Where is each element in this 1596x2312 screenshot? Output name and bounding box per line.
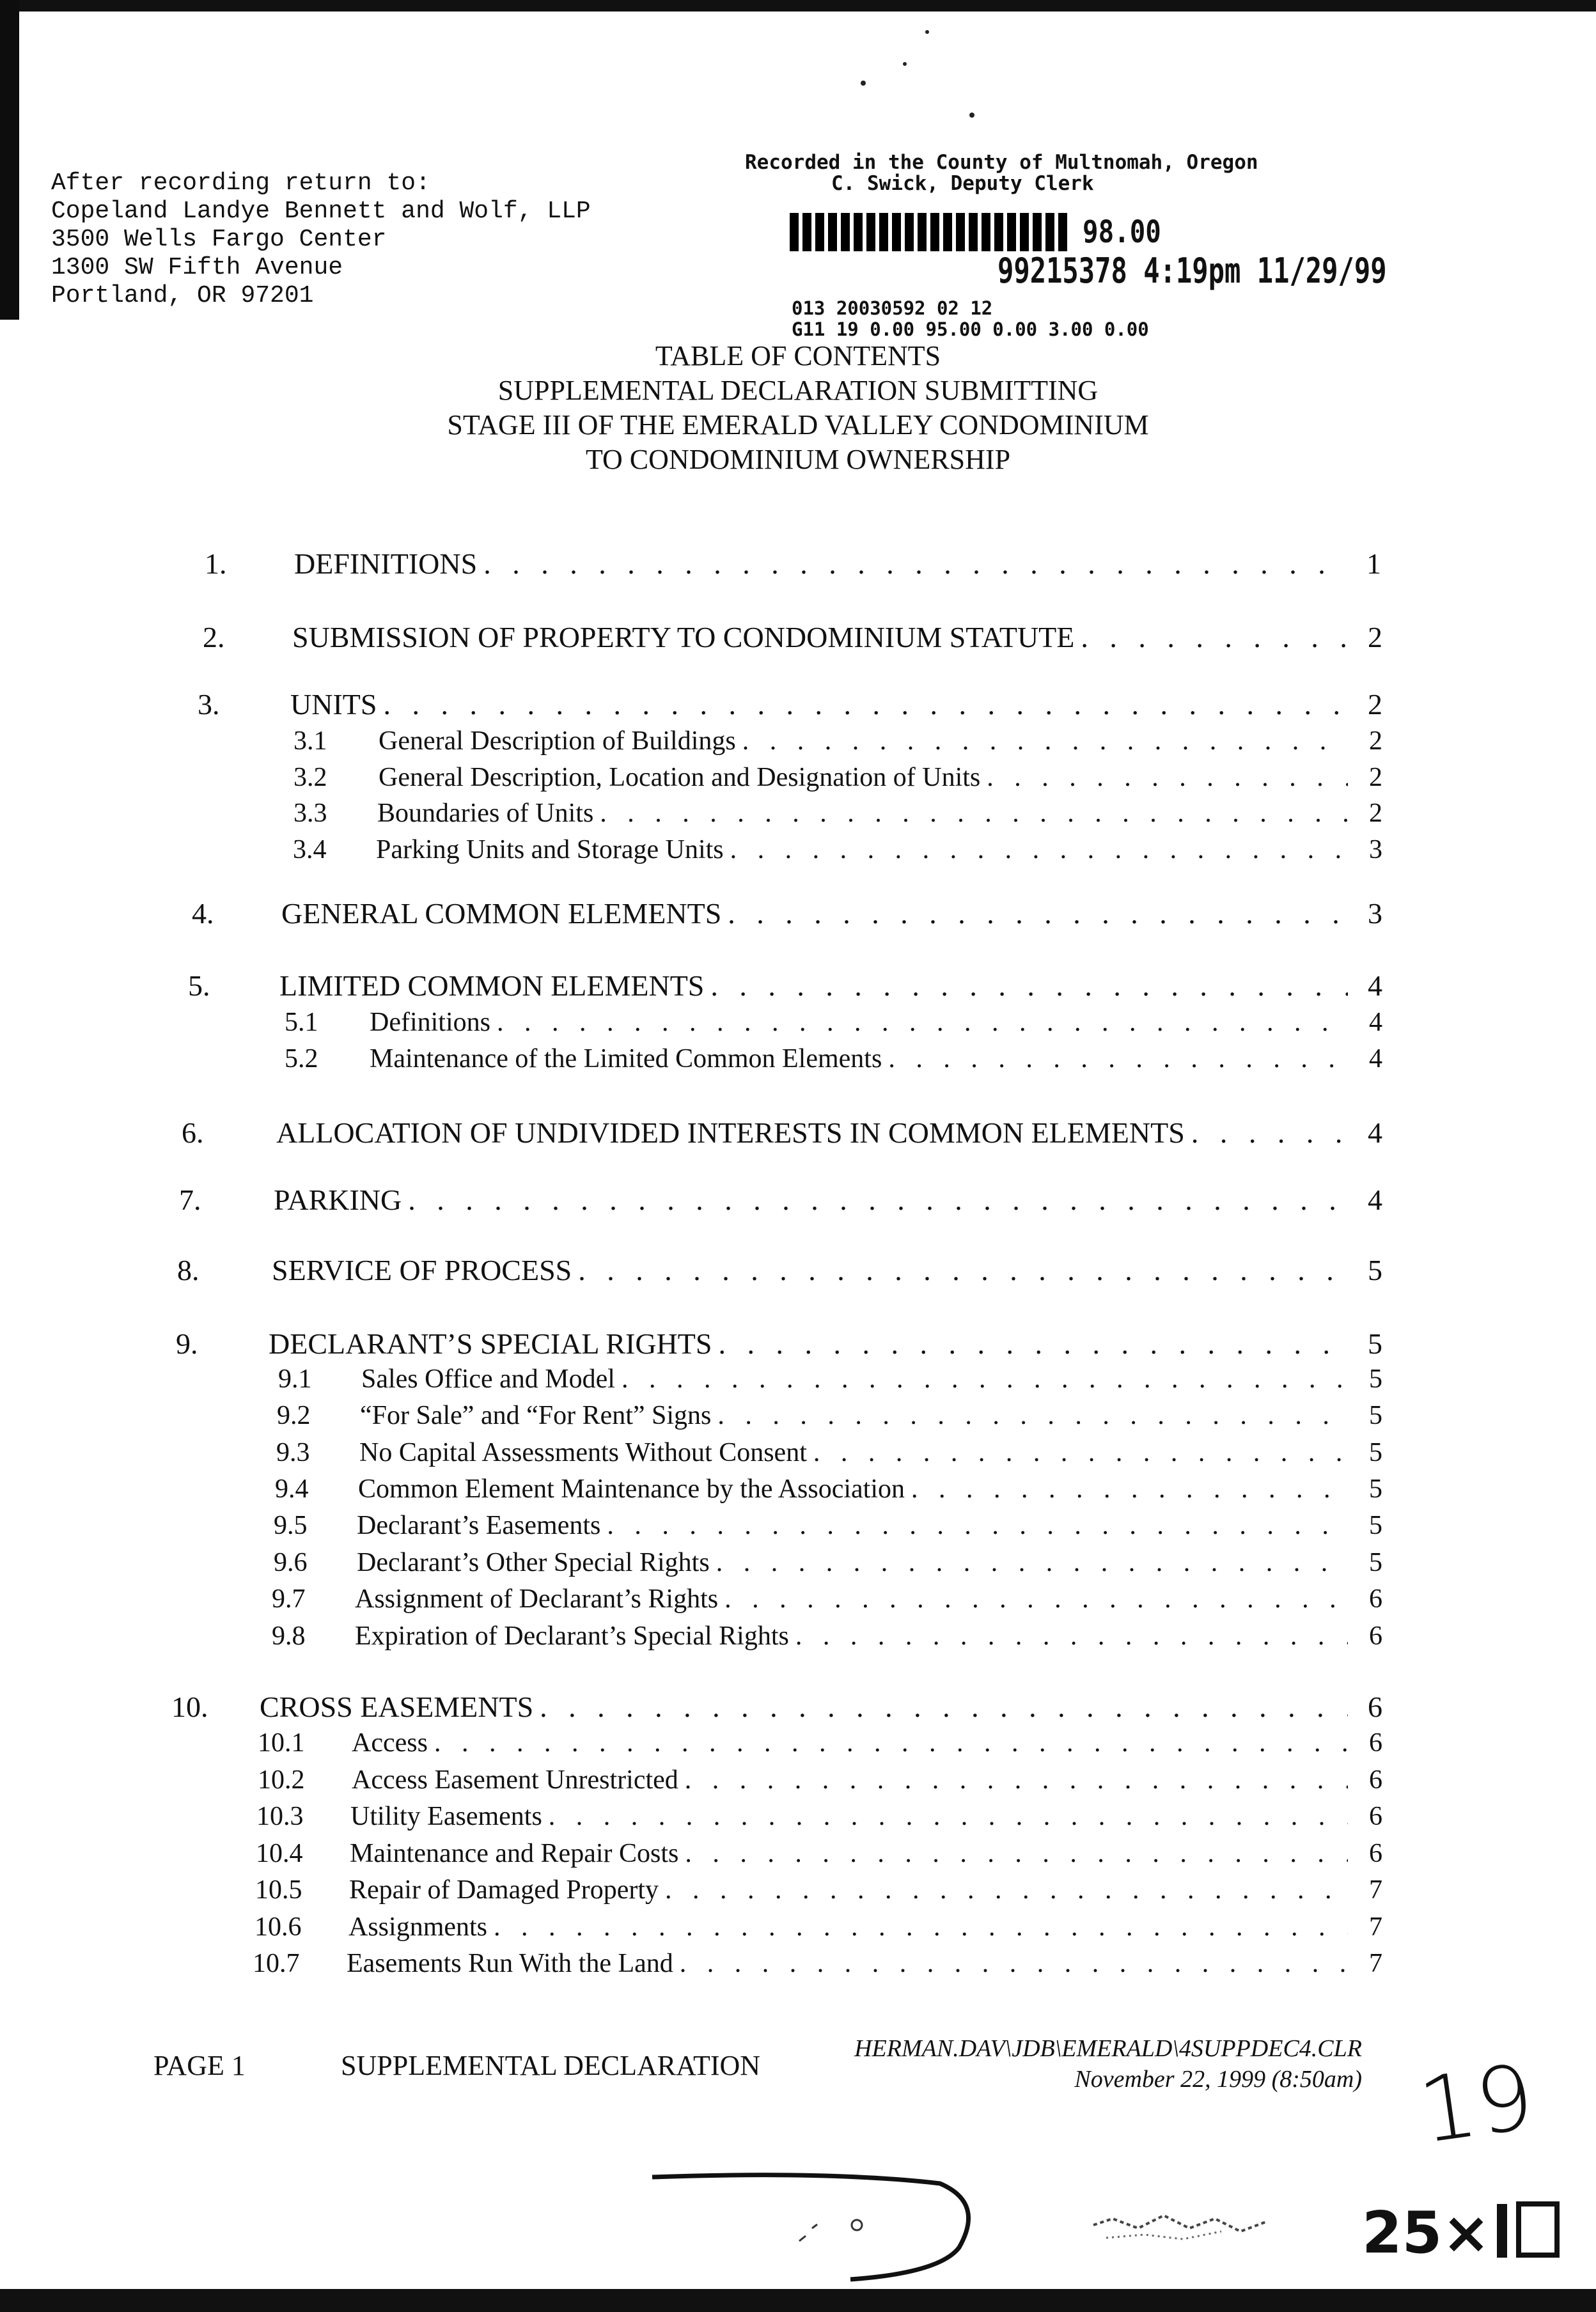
dot-leader bbox=[578, 1253, 1348, 1287]
dot-leader bbox=[716, 1547, 1348, 1578]
dot-leader bbox=[742, 726, 1348, 756]
title-line: TABLE OF CONTENTS bbox=[655, 340, 941, 371]
dot-leader bbox=[795, 1621, 1348, 1652]
toc-entry-number: 3. bbox=[198, 688, 220, 721]
recording-county: Recorded in the County of Multnomah, Oregon bbox=[745, 151, 1258, 174]
toc-entry-number: 5.2 bbox=[285, 1044, 318, 1074]
toc-subentry bbox=[276, 1437, 1382, 1468]
recording-code-line: G11 19 0.00 95.00 0.00 3.00 0.00 bbox=[792, 318, 1149, 340]
toc-entry-number: 10.5 bbox=[255, 1875, 302, 1905]
title-line: TO CONDOMINIUM OWNERSHIP bbox=[585, 444, 1011, 475]
handwritten-page-number: 19 bbox=[1412, 2045, 1540, 2164]
toc-entry-title: DEFINITIONS bbox=[294, 547, 478, 580]
toc-entry-number: 10. bbox=[171, 1691, 208, 1723]
footer-file-date: November 22, 1999 (8:50am) bbox=[1074, 2066, 1362, 2093]
toc-entry-number: 3.3 bbox=[293, 799, 327, 828]
toc-entry-page: 2 bbox=[1368, 688, 1382, 721]
toc-entry-page: 6 bbox=[1369, 1839, 1382, 1868]
dot-leader bbox=[724, 1584, 1348, 1614]
dot-leader bbox=[888, 1043, 1348, 1074]
toc-entry-title: ALLOCATION OF UNDIVIDED INTERESTS IN COMMON ELEMENTS bbox=[276, 1116, 1185, 1149]
dot-leader bbox=[710, 969, 1348, 1003]
toc-entry-title: Maintenance and Repair Costs bbox=[350, 1839, 679, 1868]
toc-entry-title: LIMITED COMMON ELEMENTS bbox=[279, 969, 705, 1002]
return-address-heading: After recording return to: bbox=[51, 169, 430, 197]
dot-leader bbox=[434, 1728, 1348, 1758]
toc-subentry bbox=[272, 1621, 1382, 1652]
toc-entry-number: 10.2 bbox=[258, 1765, 305, 1795]
scan-artifact-curve bbox=[639, 2164, 997, 2286]
toc-entry-title: Access bbox=[352, 1728, 428, 1758]
toc-entry-number: 9.7 bbox=[272, 1584, 306, 1614]
toc-entry-number: 10.7 bbox=[253, 1949, 300, 1978]
toc-entry-title: Utility Easements bbox=[350, 1802, 542, 1831]
toc-entry-number: 10.4 bbox=[256, 1839, 303, 1868]
dot-leader bbox=[1081, 620, 1348, 654]
toc-entry-number: 2. bbox=[203, 621, 225, 653]
toc-entry bbox=[176, 1327, 1382, 1361]
toc-entry-number: 9.5 bbox=[274, 1511, 308, 1540]
toc-entry-page: 6 bbox=[1369, 1765, 1382, 1795]
handwritten-scale-text: 25× bbox=[1362, 2199, 1490, 2267]
return-address-line: 3500 Wells Fargo Center bbox=[51, 226, 387, 253]
toc-entry bbox=[171, 1690, 1382, 1724]
toc-entry-page: 5 bbox=[1368, 1254, 1382, 1286]
toc-entry bbox=[182, 1116, 1382, 1150]
dot-leader bbox=[685, 1765, 1348, 1795]
toc-entry-page: 5 bbox=[1369, 1511, 1382, 1540]
toc-entry bbox=[203, 620, 1382, 654]
toc-entry-page: 2 bbox=[1369, 799, 1382, 828]
toc-subentry bbox=[293, 834, 1382, 865]
toc-entry-page: 6 bbox=[1369, 1728, 1382, 1758]
dot-leader bbox=[911, 1474, 1348, 1504]
toc-subentry bbox=[258, 1765, 1382, 1795]
toc-entry-number: 9.3 bbox=[276, 1438, 310, 1467]
toc-subentry bbox=[293, 762, 1382, 793]
footer-file-info bbox=[812, 2033, 1362, 2095]
toc-entry-number: 3.1 bbox=[293, 726, 327, 756]
toc-entry-title: “For Sale” and “For Rent” Signs bbox=[360, 1401, 712, 1430]
toc-entry-page: 5 bbox=[1369, 1438, 1382, 1467]
dot-leader bbox=[408, 1183, 1348, 1217]
recording-clerk: C. Swick, Deputy Clerk bbox=[831, 172, 1094, 195]
toc-entry bbox=[198, 687, 1382, 721]
toc-entry-title: Sales Office and Model bbox=[361, 1364, 615, 1394]
toc-entry-title: Easements Run With the Land bbox=[347, 1949, 673, 1978]
toc-entry-number: 4. bbox=[192, 897, 214, 930]
toc-subentry bbox=[254, 1912, 1382, 1942]
toc-entry-title: Repair of Damaged Property bbox=[349, 1875, 659, 1905]
toc-entry bbox=[192, 896, 1382, 930]
toc-entry-title: DECLARANT’S SPECIAL RIGHTS bbox=[269, 1327, 712, 1360]
toc-entry-title: Maintenance of the Limited Common Elements bbox=[370, 1044, 882, 1074]
toc-entry-page: 4 bbox=[1368, 1183, 1382, 1216]
toc-entry-title: CROSS EASEMENTS bbox=[260, 1691, 534, 1723]
dot-leader bbox=[607, 1510, 1348, 1541]
dot-leader bbox=[383, 687, 1348, 721]
toc-subentry bbox=[285, 1043, 1382, 1074]
dot-leader bbox=[685, 1838, 1348, 1869]
toc-entry-title: Definitions bbox=[370, 1008, 490, 1037]
toc-entry-title: Common Element Maintenance by the Association bbox=[358, 1474, 905, 1504]
dot-leader bbox=[494, 1912, 1348, 1942]
toc-entry-title: General Description, Location and Designation of Units bbox=[379, 763, 981, 792]
recording-document-number: 99215378 4:19pm 11/29/99 bbox=[997, 251, 1387, 291]
toc-entry-page: 2 bbox=[1369, 726, 1382, 756]
toc-subentry bbox=[274, 1510, 1382, 1541]
toc-entry-title: Declarant’s Easements bbox=[357, 1511, 601, 1540]
toc-entry-page: 7 bbox=[1369, 1949, 1382, 1978]
toc-entry-page: 4 bbox=[1369, 1044, 1382, 1074]
dot-leader bbox=[730, 834, 1348, 865]
dot-leader bbox=[813, 1437, 1348, 1468]
toc-entry-number: 10.1 bbox=[258, 1728, 305, 1758]
toc-entry-page: 4 bbox=[1368, 969, 1382, 1002]
toc-entry-page: 3 bbox=[1369, 835, 1382, 864]
toc-subentry bbox=[272, 1584, 1382, 1614]
handwritten-square-mark bbox=[1516, 2201, 1560, 2258]
toc-entry-title: Assignments bbox=[348, 1912, 488, 1942]
dot-leader bbox=[549, 1801, 1348, 1832]
toc-entry-number: 9.6 bbox=[274, 1548, 308, 1577]
scan-artifact-noise bbox=[1087, 2199, 1317, 2251]
toc-subentry bbox=[278, 1364, 1382, 1394]
toc-entry-page: 6 bbox=[1369, 1621, 1382, 1651]
toc-entry-number: 1. bbox=[205, 547, 227, 580]
toc-entry-title: Parking Units and Storage Units bbox=[376, 835, 724, 864]
toc-entry-page: 4 bbox=[1368, 1116, 1382, 1149]
title-line: SUPPLEMENTAL DECLARATION SUBMITTING bbox=[497, 375, 1099, 406]
scan-artifact-dots bbox=[844, 19, 1036, 147]
toc-entry-title: SERVICE OF PROCESS bbox=[272, 1254, 572, 1286]
dot-leader bbox=[497, 1007, 1348, 1038]
toc-entry-page: 5 bbox=[1369, 1474, 1382, 1504]
toc-entry-title: No Capital Assessments Without Consent bbox=[359, 1438, 807, 1467]
dot-leader bbox=[483, 547, 1347, 581]
dot-leader bbox=[665, 1875, 1348, 1905]
toc-entry-page: 5 bbox=[1369, 1364, 1382, 1394]
toc-subentry bbox=[256, 1838, 1382, 1869]
handwritten-box-mark bbox=[1497, 2204, 1507, 2258]
title-line: STAGE III OF THE EMERALD VALLEY CONDOMINIUM bbox=[447, 409, 1149, 441]
toc-entry-number: 10.3 bbox=[256, 1802, 304, 1831]
toc-entry-title: PARKING bbox=[274, 1183, 402, 1216]
dot-leader bbox=[728, 896, 1348, 930]
toc-subentry bbox=[293, 726, 1382, 756]
return-address-line: Portland, OR 97201 bbox=[51, 282, 314, 309]
toc-entry-title: Assignment of Declarant’s Rights bbox=[355, 1584, 719, 1614]
toc-entry-title: General Description of Buildings bbox=[379, 726, 736, 756]
toc-entry-page: 2 bbox=[1368, 621, 1382, 653]
toc-entry-number: 9.2 bbox=[277, 1401, 311, 1430]
recording-code-line: 013 20030592 02 12 bbox=[792, 297, 993, 319]
toc-entry-page: 7 bbox=[1369, 1912, 1382, 1942]
toc-entry-number: 3.4 bbox=[293, 835, 327, 864]
footer-document-title: SUPPLEMENTAL DECLARATION bbox=[341, 2050, 761, 2081]
dot-leader bbox=[718, 1327, 1348, 1361]
toc-entry-page: 6 bbox=[1369, 1802, 1382, 1831]
toc-entry bbox=[188, 969, 1382, 1003]
toc-entry-title: Access Easement Unrestricted bbox=[352, 1765, 678, 1795]
toc-entry-number: 10.6 bbox=[254, 1912, 302, 1942]
toc-entry-title: SUBMISSION OF PROPERTY TO CONDOMINIUM STATUTE bbox=[292, 621, 1075, 653]
toc-entry-number: 9.4 bbox=[275, 1474, 309, 1504]
toc-entry-number: 3.2 bbox=[293, 763, 327, 792]
dot-leader bbox=[680, 1948, 1348, 1979]
toc-entry-number: 6. bbox=[182, 1116, 204, 1149]
toc-entry-number: 8. bbox=[177, 1254, 199, 1286]
toc-entry-title: Boundaries of Units bbox=[377, 799, 594, 828]
toc-entry-title: UNITS bbox=[290, 688, 377, 721]
toc-entry-page: 6 bbox=[1369, 1584, 1382, 1614]
dot-leader bbox=[540, 1690, 1348, 1724]
recording-amount: 98.00 bbox=[1083, 214, 1161, 250]
toc-entry-page: 6 bbox=[1368, 1691, 1382, 1723]
return-address-line: 1300 SW Fifth Avenue bbox=[51, 254, 343, 281]
toc-subentry bbox=[277, 1400, 1382, 1431]
footer-file-path: HERMAN.DAV\JDB\EMERALD\4SUPPDEC4.CLR bbox=[854, 2035, 1362, 2062]
toc-subentry bbox=[274, 1547, 1382, 1578]
toc-subentry bbox=[285, 1007, 1382, 1038]
handwritten-scale-note bbox=[1362, 2199, 1560, 2267]
dot-leader bbox=[987, 762, 1348, 793]
toc-entry-page: 5 bbox=[1369, 1401, 1382, 1430]
toc-entry-title: Expiration of Declarant’s Special Rights bbox=[355, 1621, 789, 1651]
toc-entry-title: Declarant’s Other Special Rights bbox=[357, 1548, 710, 1577]
toc-subentry bbox=[275, 1474, 1382, 1504]
toc-subentry bbox=[253, 1948, 1382, 1979]
toc-entry-page: 4 bbox=[1369, 1008, 1382, 1037]
return-address-line: Copeland Landye Bennett and Wolf, LLP bbox=[51, 198, 591, 225]
dot-leader bbox=[1191, 1116, 1348, 1150]
toc-subentry bbox=[258, 1728, 1382, 1758]
toc-entry-title: GENERAL COMMON ELEMENTS bbox=[281, 897, 722, 930]
dot-leader bbox=[717, 1400, 1348, 1431]
toc-entry-page: 7 bbox=[1369, 1875, 1382, 1905]
toc-entry-page: 2 bbox=[1369, 763, 1382, 792]
toc-entry-number: 7. bbox=[179, 1183, 201, 1216]
toc-subentry bbox=[293, 798, 1382, 829]
toc-entry-page: 3 bbox=[1368, 897, 1382, 930]
toc-subentry bbox=[255, 1875, 1382, 1905]
toc-entry-number: 9. bbox=[176, 1327, 198, 1360]
toc-entry bbox=[179, 1183, 1382, 1217]
toc-entry-page: 5 bbox=[1368, 1327, 1382, 1360]
toc-entry-number: 5.1 bbox=[285, 1008, 318, 1037]
toc-entry-number: 9.8 bbox=[272, 1621, 306, 1651]
toc-entry bbox=[205, 547, 1381, 581]
toc-entry-page: 5 bbox=[1369, 1548, 1382, 1577]
footer-page-label: PAGE 1 bbox=[153, 2050, 246, 2081]
dot-leader bbox=[622, 1364, 1348, 1394]
toc-subentry bbox=[256, 1801, 1382, 1832]
toc-entry-page: 1 bbox=[1366, 547, 1381, 580]
toc-entry-number: 5. bbox=[188, 969, 210, 1002]
toc-entry bbox=[177, 1253, 1382, 1287]
toc-entry-number: 9.1 bbox=[278, 1364, 312, 1394]
dot-leader bbox=[600, 798, 1348, 829]
